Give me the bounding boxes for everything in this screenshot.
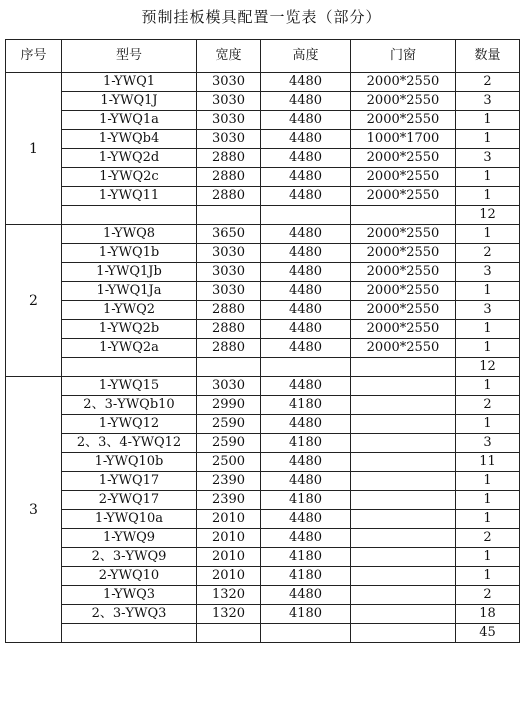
- width-cell: 2880: [197, 339, 261, 358]
- table-row: [6, 92, 520, 111]
- quantity-cell: 2: [456, 73, 520, 92]
- quantity-cell: 1: [456, 225, 520, 244]
- height-cell: 4480: [261, 111, 351, 130]
- table-row: [6, 453, 520, 472]
- subtotal-row: [6, 624, 520, 643]
- door-window-cell: 2000*2550: [351, 149, 456, 168]
- height-cell: 4480: [261, 92, 351, 111]
- table-row: [6, 434, 520, 453]
- model-cell: 1-YWQ2a: [62, 339, 197, 358]
- height-cell: 4480: [261, 339, 351, 358]
- quantity-cell: 1: [456, 168, 520, 187]
- door-window-cell: 2000*2550: [351, 111, 456, 130]
- header-door-window: 门窗: [351, 40, 456, 73]
- door-window-cell: [351, 377, 456, 396]
- width-cell: 2010: [197, 567, 261, 586]
- quantity-cell: 1: [456, 567, 520, 586]
- model-cell: 1-YWQ2d: [62, 149, 197, 168]
- door-window-cell: [351, 434, 456, 453]
- height-cell: 4480: [261, 244, 351, 263]
- height-cell: 4480: [261, 282, 351, 301]
- height-cell: 4480: [261, 529, 351, 548]
- model-cell: 2-YWQ17: [62, 491, 197, 510]
- door-window-cell: 2000*2550: [351, 282, 456, 301]
- quantity-cell: 1: [456, 111, 520, 130]
- model-cell: 2、3-YWQ9: [62, 548, 197, 567]
- door-window-cell: [351, 529, 456, 548]
- quantity-cell: 1: [456, 187, 520, 206]
- width-cell: 2590: [197, 415, 261, 434]
- width-cell: 2390: [197, 472, 261, 491]
- quantity-cell: 1: [456, 415, 520, 434]
- door-window-cell: 2000*2550: [351, 92, 456, 111]
- model-cell: 1-YWQ8: [62, 225, 197, 244]
- door-window-cell: 2000*2550: [351, 244, 456, 263]
- header-index: 序号: [6, 40, 62, 73]
- model-cell: 1-YWQ1J: [62, 92, 197, 111]
- height-cell: 4180: [261, 605, 351, 624]
- width-cell: 1320: [197, 605, 261, 624]
- height-cell: 4480: [261, 510, 351, 529]
- model-cell: 1-YWQ11: [62, 187, 197, 206]
- table-row: [6, 396, 520, 415]
- model-cell: 1-YWQ3: [62, 586, 197, 605]
- model-cell: 1-YWQ2b: [62, 320, 197, 339]
- model-cell: 1-YWQ15: [62, 377, 197, 396]
- height-cell: 4480: [261, 586, 351, 605]
- quantity-cell: 1: [456, 282, 520, 301]
- width-cell: 2880: [197, 168, 261, 187]
- quantity-cell: 11: [456, 453, 520, 472]
- table-row: [6, 149, 520, 168]
- model-cell: 1-YWQ2c: [62, 168, 197, 187]
- empty-cell: [261, 206, 351, 225]
- quantity-cell: 1: [456, 548, 520, 567]
- door-window-cell: [351, 548, 456, 567]
- group-index-cell: 2: [6, 225, 62, 377]
- height-cell: 4180: [261, 491, 351, 510]
- door-window-cell: [351, 586, 456, 605]
- height-cell: 4180: [261, 396, 351, 415]
- table-row: [6, 548, 520, 567]
- width-cell: 2010: [197, 529, 261, 548]
- group-index-cell: 1: [6, 73, 62, 225]
- quantity-cell: 1: [456, 377, 520, 396]
- quantity-cell: 1: [456, 491, 520, 510]
- subtotal-row: [6, 206, 520, 225]
- table-row: [6, 605, 520, 624]
- width-cell: 3030: [197, 73, 261, 92]
- height-cell: 4480: [261, 301, 351, 320]
- quantity-cell: 1: [456, 339, 520, 358]
- door-window-cell: 1000*1700: [351, 130, 456, 149]
- quantity-cell: 1: [456, 320, 520, 339]
- table-row: [6, 491, 520, 510]
- table-row: [6, 567, 520, 586]
- empty-cell: [351, 358, 456, 377]
- quantity-cell: 3: [456, 434, 520, 453]
- height-cell: 4480: [261, 187, 351, 206]
- width-cell: 2880: [197, 320, 261, 339]
- height-cell: 4480: [261, 225, 351, 244]
- empty-cell: [62, 358, 197, 377]
- group-index-cell: 3: [6, 377, 62, 643]
- model-cell: 1-YWQ1a: [62, 111, 197, 130]
- quantity-cell: 3: [456, 149, 520, 168]
- door-window-cell: 2000*2550: [351, 168, 456, 187]
- height-cell: 4480: [261, 453, 351, 472]
- empty-cell: [62, 206, 197, 225]
- table-row: [6, 377, 520, 396]
- model-cell: 1-YWQ10b: [62, 453, 197, 472]
- model-cell: 2、3-YWQb10: [62, 396, 197, 415]
- door-window-cell: [351, 415, 456, 434]
- door-window-cell: 2000*2550: [351, 187, 456, 206]
- table-row: [6, 168, 520, 187]
- table-row: [6, 187, 520, 206]
- model-cell: 1-YWQ17: [62, 472, 197, 491]
- model-cell: 1-YWQb4: [62, 130, 197, 149]
- header-width: 宽度: [197, 40, 261, 73]
- empty-cell: [351, 624, 456, 643]
- height-cell: 4180: [261, 567, 351, 586]
- table-row: [6, 415, 520, 434]
- width-cell: 2500: [197, 453, 261, 472]
- table-row: [6, 73, 520, 92]
- header-height: 高度: [261, 40, 351, 73]
- empty-cell: [351, 206, 456, 225]
- door-window-cell: 2000*2550: [351, 73, 456, 92]
- width-cell: 2010: [197, 510, 261, 529]
- height-cell: 4180: [261, 434, 351, 453]
- door-window-cell: 2000*2550: [351, 301, 456, 320]
- model-cell: 2-YWQ10: [62, 567, 197, 586]
- height-cell: 4480: [261, 415, 351, 434]
- quantity-cell: 2: [456, 529, 520, 548]
- subtotal-row: [6, 358, 520, 377]
- width-cell: 3030: [197, 111, 261, 130]
- door-window-cell: [351, 491, 456, 510]
- door-window-cell: [351, 567, 456, 586]
- subtotal-quantity-cell: 12: [456, 206, 520, 225]
- width-cell: 2390: [197, 491, 261, 510]
- table-row: [6, 339, 520, 358]
- width-cell: 3030: [197, 263, 261, 282]
- width-cell: 3030: [197, 282, 261, 301]
- height-cell: 4480: [261, 130, 351, 149]
- model-cell: 1-YWQ1Jb: [62, 263, 197, 282]
- header-row: [6, 40, 520, 73]
- door-window-cell: 2000*2550: [351, 320, 456, 339]
- width-cell: 1320: [197, 586, 261, 605]
- table-row: [6, 282, 520, 301]
- quantity-cell: 2: [456, 586, 520, 605]
- header-model: 型号: [62, 40, 197, 73]
- quantity-cell: 1: [456, 472, 520, 491]
- height-cell: 4180: [261, 548, 351, 567]
- width-cell: 2590: [197, 434, 261, 453]
- width-cell: 2010: [197, 548, 261, 567]
- height-cell: 4480: [261, 168, 351, 187]
- width-cell: 3030: [197, 130, 261, 149]
- width-cell: 2880: [197, 301, 261, 320]
- width-cell: 3030: [197, 377, 261, 396]
- door-window-cell: 2000*2550: [351, 339, 456, 358]
- door-window-cell: 2000*2550: [351, 263, 456, 282]
- width-cell: 2880: [197, 149, 261, 168]
- width-cell: 3650: [197, 225, 261, 244]
- table-row: [6, 472, 520, 491]
- door-window-cell: [351, 472, 456, 491]
- table-row: [6, 586, 520, 605]
- model-cell: 1-YWQ1Ja: [62, 282, 197, 301]
- model-cell: 2、3、4-YWQ12: [62, 434, 197, 453]
- height-cell: 4480: [261, 320, 351, 339]
- table-row: [6, 529, 520, 548]
- model-cell: 1-YWQ1: [62, 73, 197, 92]
- height-cell: 4480: [261, 263, 351, 282]
- width-cell: 3030: [197, 244, 261, 263]
- table-row: [6, 244, 520, 263]
- door-window-cell: 2000*2550: [351, 225, 456, 244]
- height-cell: 4480: [261, 73, 351, 92]
- width-cell: 3030: [197, 92, 261, 111]
- table-row: [6, 225, 520, 244]
- table-row: [6, 130, 520, 149]
- door-window-cell: [351, 605, 456, 624]
- quantity-cell: 2: [456, 244, 520, 263]
- header-quantity: 数量: [456, 40, 520, 73]
- quantity-cell: 3: [456, 301, 520, 320]
- quantity-cell: 3: [456, 92, 520, 111]
- model-cell: 1-YWQ10a: [62, 510, 197, 529]
- empty-cell: [197, 624, 261, 643]
- table-row: [6, 111, 520, 130]
- door-window-cell: [351, 510, 456, 529]
- model-cell: 1-YWQ9: [62, 529, 197, 548]
- width-cell: 2990: [197, 396, 261, 415]
- door-window-cell: [351, 453, 456, 472]
- door-window-cell: [351, 396, 456, 415]
- page-title: 预制挂板模具配置一览表（部分）: [141, 8, 382, 26]
- subtotal-quantity-cell: 45: [456, 624, 520, 643]
- model-cell: 1-YWQ12: [62, 415, 197, 434]
- height-cell: 4480: [261, 377, 351, 396]
- table-row: [6, 301, 520, 320]
- empty-cell: [62, 624, 197, 643]
- empty-cell: [261, 624, 351, 643]
- width-cell: 2880: [197, 187, 261, 206]
- mold-config-table: [5, 39, 520, 643]
- subtotal-quantity-cell: 12: [456, 358, 520, 377]
- quantity-cell: 18: [456, 605, 520, 624]
- model-cell: 1-YWQ1b: [62, 244, 197, 263]
- height-cell: 4480: [261, 149, 351, 168]
- quantity-cell: 2: [456, 396, 520, 415]
- height-cell: 4480: [261, 472, 351, 491]
- quantity-cell: 1: [456, 130, 520, 149]
- table-row: [6, 510, 520, 529]
- empty-cell: [197, 206, 261, 225]
- quantity-cell: 3: [456, 263, 520, 282]
- model-cell: 2、3-YWQ3: [62, 605, 197, 624]
- empty-cell: [197, 358, 261, 377]
- empty-cell: [261, 358, 351, 377]
- model-cell: 1-YWQ2: [62, 301, 197, 320]
- table-row: [6, 320, 520, 339]
- table-row: [6, 263, 520, 282]
- quantity-cell: 1: [456, 510, 520, 529]
